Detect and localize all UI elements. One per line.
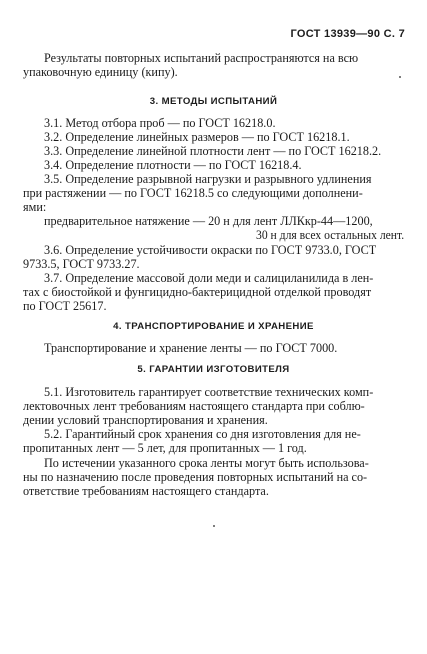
text-line: 3.7. Определение массовой доли меди и салициланилида в лен- [44, 271, 374, 285]
text-line: ны по назначению после проведения повторных испытаний на со- [23, 470, 368, 484]
text-line: пропитанных лент — 5 лет, для пропитанных — 1 год. [23, 441, 307, 455]
text-line: тах с биостойкой и фунгицидно-бактерицидной отделкой проводят [23, 285, 372, 299]
intro-line: упаковочную единицу (кипу). [23, 65, 178, 79]
text-line: предварительное натяжение — 20 н для лент ЛЛКкр-44—1200, [44, 214, 373, 228]
text-line: ответствие требованиям настоящего стандарта. [23, 484, 269, 498]
text-line: при растяжении — по ГОСТ 16218.5 со следующими дополнени- [23, 186, 363, 200]
section-5-title: 5. ГАРАНТИИ ИЗГОТОВИТЕЛЯ [137, 364, 290, 375]
text-line: 5.2. Гарантийный срок хранения со дня изготовления для не- [44, 427, 361, 441]
text-line: 3.3. Определение линейной плотности лент — по ГОСТ 16218.2. [44, 144, 382, 158]
text-line: ями: [23, 200, 47, 214]
text-line: 3.6. Определение устойчивости окраски по ГОСТ 9733.0, ГОСТ [44, 243, 377, 257]
text-line: 9733.5, ГОСТ 9733.27. [23, 257, 140, 271]
section-4-title: 4. ТРАНСПОРТИРОВАНИЕ И ХРАНЕНИЕ [113, 321, 314, 332]
text-line: 30 н для всех остальных лент. [256, 228, 405, 242]
scan-speck [399, 76, 401, 78]
page-header-reference: ГОСТ 13939—90 С. 7 [290, 28, 405, 40]
text-line: 3.1. Метод отбора проб — по ГОСТ 16218.0. [44, 116, 276, 130]
text-line: по ГОСТ 25617. [23, 299, 107, 313]
intro-line: Результаты повторных испытаний распространяются на всю [44, 51, 359, 65]
text-line: 5.1. Изготовитель гарантирует соответствие технических комп- [44, 385, 374, 399]
text-line: 3.2. Определение линейных размеров — по ГОСТ 16218.1. [44, 130, 350, 144]
text-line: 3.5. Определение разрывной нагрузки и разрывного удлинения [44, 172, 372, 186]
text-line: дении условий транспортирования и хранения. [23, 413, 268, 427]
text-line: По истечении указанного срока ленты могут быть использова- [44, 456, 369, 470]
scan-speck [213, 525, 215, 527]
text-line: лектовочных лент требованиям настоящего стандарта при соблю- [23, 399, 365, 413]
text-line: Транспортирование и хранение ленты — по ГОСТ 7000. [44, 341, 338, 355]
text-line: 3.4. Определение плотности — по ГОСТ 16218.4. [44, 158, 302, 172]
section-3-title: 3. МЕТОДЫ ИСПЫТАНИЙ [149, 96, 278, 107]
